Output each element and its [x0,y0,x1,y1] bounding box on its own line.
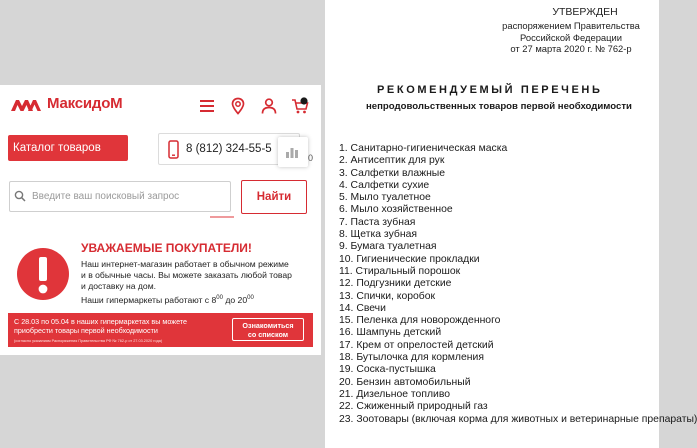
list-item: 19. Соска-пустышка [339,364,436,376]
list-item: 23. Зоотовары (включая корма для животных и ветеринарные препараты) [339,413,697,425]
banner-text: С 28.03 по 05.04 в наших гипермаркетах вы можете приобрести товары первой необходимости [14,317,188,335]
list-item: 3. Салфетки влажные [339,167,446,179]
notice-body: Наш интернет-магазин работает в обычном режиме и в обычные часы. Вы можете заказать любой товар и доставку на дом. [81,259,292,291]
list-item: 1. Санитарно-гигиеническая маска [339,143,508,154]
mobile-phone-icon [168,140,179,159]
list-item: 13. Спички, коробок [339,290,436,302]
site-header [0,85,321,127]
list-item: 15. Пеленка для новорожденного [339,315,501,327]
list-item: 21. Дизельное топливо [339,388,451,400]
approval-details: распоряжением Правительства Российской Федерации от 27 марта 2020 г. № 762-р [502,20,640,54]
logo-mark-icon [11,97,43,111]
view-list-button[interactable]: Ознакомиться со списком [232,318,304,341]
list-item: 12. Подгузники детские [339,278,452,290]
document-subtitle: непродовольственных товаров первой необходимости [366,101,632,112]
store-hours: Наши гипермаркеты работают с $8^{00}$ до $20^{00}$ [81,295,254,305]
list-item: 14. Свечи [339,302,386,314]
essentials-list [339,143,697,426]
approved-title: УТВЕРЖДЕН [552,6,618,18]
menu-icon[interactable] [198,97,216,115]
website-screenshot [0,85,321,355]
essentials-banner [8,313,313,347]
list-item: 2. Антисептик для рук [339,155,445,167]
divider [210,216,234,218]
search-button[interactable]: Найти [241,180,307,214]
exclamation-icon [17,248,69,300]
list-item: 5. Мыло туалетное [339,192,431,204]
compare-count: 0 [308,153,314,163]
banner-footnote: (согласно указаниям Распоряжения Правительства РФ № 762-р от 27.03.2020 года) [14,339,163,343]
search-icon [14,190,26,202]
list-item: 8. Щетка зубная [339,229,417,241]
list-item: 18. Бутылочка для кормления [339,352,484,364]
list-item: 20. Бензин автомобильный [339,376,471,388]
notice-title: УВАЖАЕМЫЕ ПОКУПАТЕЛИ! [81,241,252,255]
list-item: 4. Салфетки сухие [339,179,430,191]
search-input[interactable] [9,181,231,212]
site-logo[interactable] [11,95,122,112]
compare-chart-icon [285,146,299,158]
list-item: 11. Стиральный порошок [339,265,461,277]
list-item: 7. Паста зубная [339,216,416,228]
list-item: 6. Мыло хозяйственное [339,204,453,216]
user-icon[interactable] [260,97,278,115]
logo-text: МаксидоМ [47,95,123,112]
list-item: 16. Шампунь детский [339,327,442,339]
list-item: 9. Бумага туалетная [339,241,437,253]
list-item: 10. Гигиенические прокладки [339,253,480,265]
catalog-button[interactable]: Каталог товаров [8,135,128,161]
compare-button[interactable] [278,137,308,167]
cart-icon[interactable] [291,97,309,115]
list-item: 17. Крем от опрелостей детский [339,339,494,351]
phone-number: 8 (812) 324-55-5 [186,143,272,155]
document-title: РЕКОМЕНДУЕМЫЙ ПЕРЕЧЕНЬ [377,84,603,96]
location-pin-icon[interactable] [229,97,247,115]
list-item: 22. Сжиженный природный газ [339,401,488,413]
